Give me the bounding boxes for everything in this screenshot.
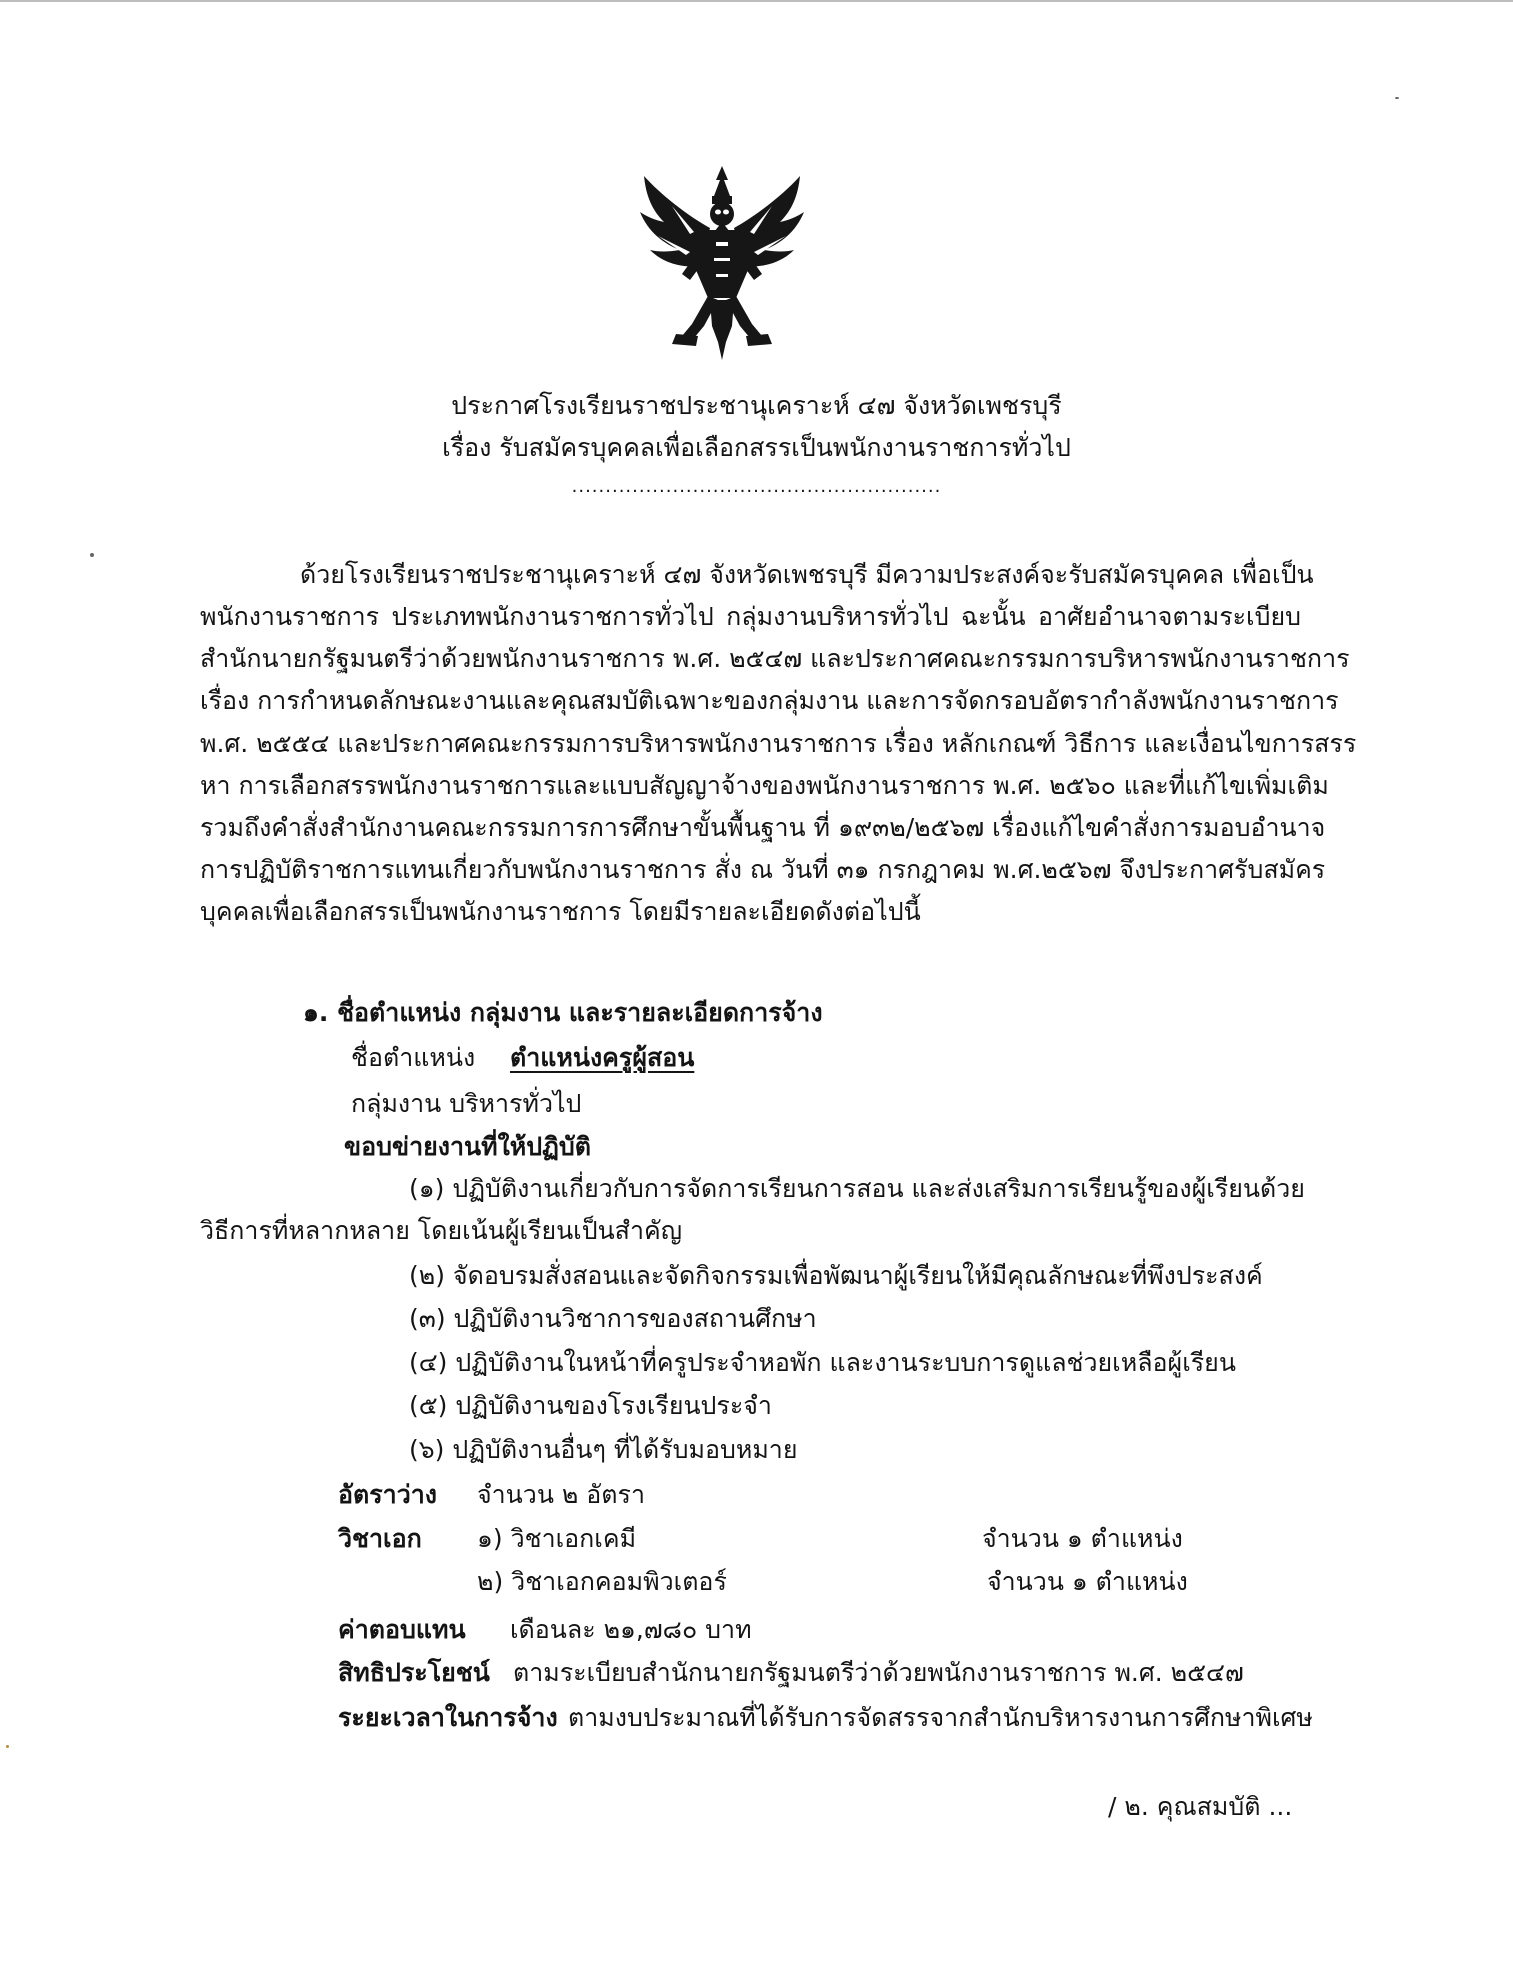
major-item-name: ๑) วิชาเอกเคมี [477,1524,637,1553]
term-value: ตามงบประมาณที่ได้รับการจัดสรรจากสำนักบริหารงานการศึกษาพิเศษ [568,1703,1313,1732]
position-label: ชื่อตำแหน่ง [351,1043,476,1072]
intro-line: การปฏิบัติราชการแทนเกี่ยวกับพนักงานราชการ สั่ง ณ วันที่ ๓๑ กรกฎาคม พ.ศ.๒๕๖๗ จึงประกาศรับสมัคร [200,855,1326,884]
benefit-label: สิทธิประโยชน์ [338,1658,490,1687]
duties-heading: ขอบข่ายงานที่ให้ปฏิบัติ [344,1132,592,1161]
scan-speck [6,1745,9,1748]
duty-item-continuation: วิธีการที่หลากหลาย โดยเน้นผู้เรียนเป็นสำคัญ [200,1216,683,1245]
scan-speck [1395,97,1399,99]
intro-line: รวมถึงคำสั่งสำนักงานคณะกรรมการการศึกษาขั้นพื้นฐาน ที่ ๑๙๓๒/๒๕๖๗ เรื่องแก้ไขคำสั่งการมอบอำนาจ [200,813,1326,842]
pay-label: ค่าตอบแทน [338,1615,466,1644]
intro-line: พ.ศ. ๒๕๕๔ และประกาศคณะกรรมการบริหารพนักงานราชการ เรื่อง หลักเกณฑ์ วิธีการ และเงื่อนไขการสรร [200,729,1357,758]
major-item-count: จำนวน ๑ ตำแหน่ง [987,1567,1188,1596]
continuation-marker: / ๒. คุณสมบัติ ... [1108,1792,1293,1821]
duty-item: (๖) ปฏิบัติงานอื่นๆ ที่ได้รับมอบหมาย [409,1435,798,1464]
scan-speck [90,553,94,557]
intro-line: สำนักนายกรัฐมนตรีว่าด้วยพนักงานราชการ พ.ศ. ๒๕๔๗ และประกาศคณะกรรมการบริหารพนักงานราชการ [200,644,1350,673]
position-value: ตำแหน่งครูผู้สอน [510,1043,695,1072]
work-group: กลุ่มงาน บริหารทั่วไป [351,1089,582,1118]
vacancy-label: อัตราว่าง [338,1480,437,1509]
intro-line: หา การเลือกสรรพนักงานราชการและแบบสัญญาจ้างของพนักงานราชการ พ.ศ. ๒๕๖๐ และที่แก้ไขเพิ่มเติม [200,771,1329,800]
header-separator: ....................................................... [571,476,942,497]
pay-value: เดือนละ ๒๑,๗๘๐ บาท [510,1615,752,1644]
intro-line: บุคคลเพื่อเลือกสรรเป็นพนักงานราชการ โดยมีรายละเอียดดังต่อไปนี้ [200,897,921,926]
term-label: ระยะเวลาในการจ้าง [338,1703,558,1732]
duty-item: (๑) ปฏิบัติงานเกี่ยวกับการจัดการเรียนการสอน และส่งเสริมการเรียนรู้ของผู้เรียนด้วย [409,1174,1305,1203]
major-item-name: ๒) วิชาเอกคอมพิวเตอร์ [477,1567,727,1596]
major-label: วิชาเอก [338,1524,422,1553]
intro-line: ด้วยโรงเรียนราชประชานุเคราะห์ ๔๗ จังหวัดเพชรบุรี มีความประสงค์จะรับสมัครบุคคล เพื่อเป็น [300,560,1314,589]
duty-item: (๒) จัดอบรมสั่งสอนและจัดกิจกรรมเพื่อพัฒนาผู้เรียนให้มีคุณลักษณะที่พึงประสงค์ [409,1261,1263,1290]
announcement-subject: เรื่อง รับสมัครบุคคลเพื่อเลือกสรรเป็นพนักงานราชการทั่วไป [442,433,1071,462]
vacancy-value: จำนวน ๒ อัตรา [477,1480,645,1509]
scan-top-edge [0,0,1513,14]
announcement-title: ประกาศโรงเรียนราชประชานุเคราะห์ ๔๗ จังหวัดเพชรบุรี [451,391,1062,420]
duty-item: (๕) ปฏิบัติงานของโรงเรียนประจำ [409,1391,772,1420]
benefit-value: ตามระเบียบสำนักนายกรัฐมนตรีว่าด้วยพนักงานราชการ พ.ศ. ๒๕๔๗ [513,1658,1244,1687]
intro-line: พนักงานราชการ ประเภทพนักงานราชการทั่วไป กลุ่มงานบริหารทั่วไป ฉะนั้น อาศัยอำนาจตามระเบียบ [200,602,1301,631]
section-1-heading: ๑. ชื่อตำแหน่ง กลุ่มงาน และรายละเอียดการจ้าง [303,998,823,1027]
intro-line: เรื่อง การกำหนดลักษณะงานและคุณสมบัติเฉพาะของกลุ่มงาน และการจัดกรอบอัตรากำลังพนักงานราชการ [200,686,1339,715]
major-item-count: จำนวน ๑ ตำแหน่ง [982,1524,1183,1553]
duty-item: (๓) ปฏิบัติงานวิชาการของสถานศึกษา [409,1304,817,1333]
duty-item: (๔) ปฏิบัติงานในหน้าที่ครูประจำหอพัก และงานระบบการดูแลช่วยเหลือผู้เรียน [409,1348,1236,1377]
garuda-emblem [638,166,806,362]
